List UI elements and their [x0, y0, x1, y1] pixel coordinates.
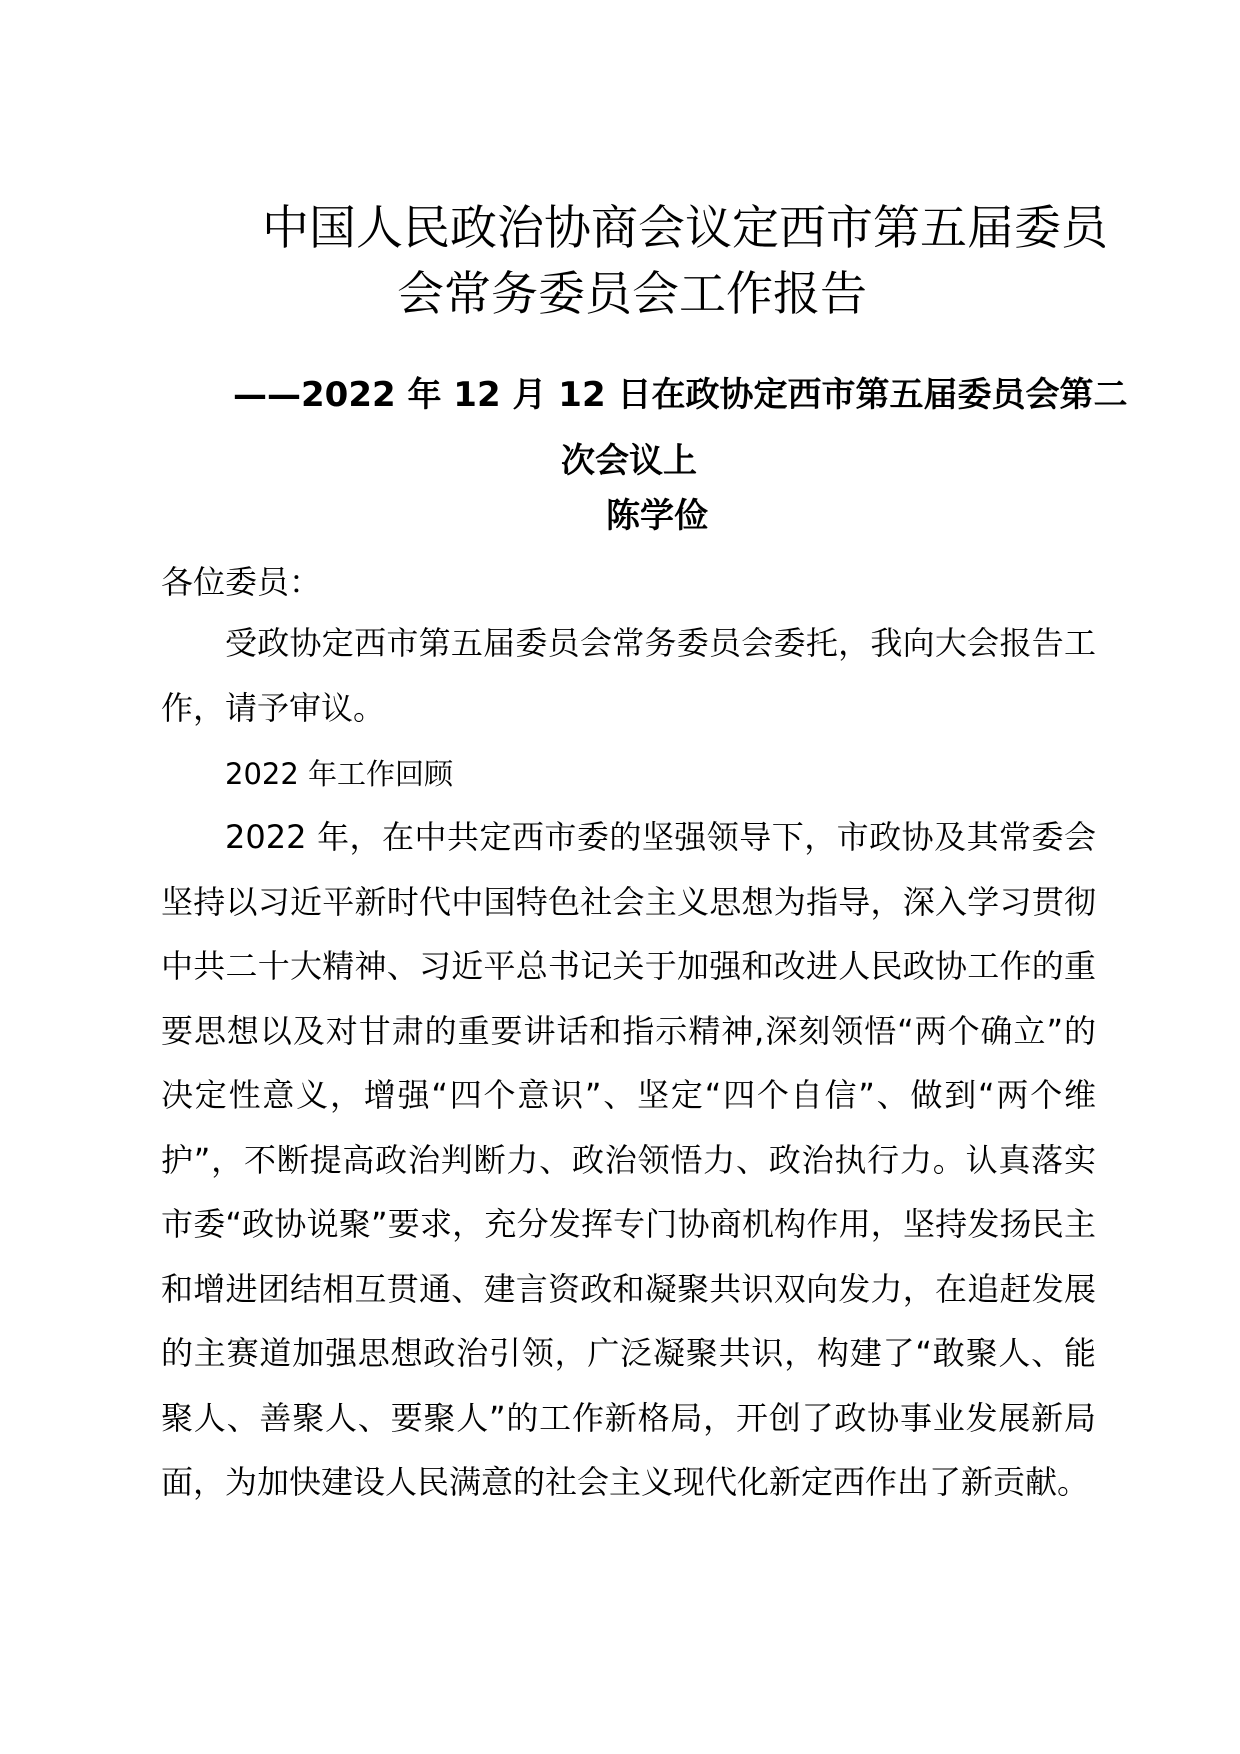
- section-heading: 2022 年工作回顾: [225, 757, 454, 791]
- document-subtitle-line2: 次会议上: [561, 441, 697, 481]
- document-title-line2: 会常务委员会工作报告: [397, 267, 867, 322]
- author-name: 陈学俭: [606, 496, 708, 536]
- paragraph-review: 2022 年，在中共定西市委的坚强领导下，市政协及其常委会坚持以习近平新时代中国特色社会主义思想为指导，深入学习贯彻中共二十大精神、习近平总书记关于加强和改进人民政协工作的重要思想以及对甘肃的重要讲话和指示精神,深刻领悟“两个确立”的决定性意义，增强“四个意识”、坚定“四个自信”、做到“两个维护”，不断提高政治判断力、政治领悟力、政治执行力。认真落实市委“政协说聚”要求，充分发挥专门协商机构作用，坚持发扬民主和增进团结相互贯通、建言资政和凝聚共识双向发力，在追赶发展的主赛道加强思想政治引领，广泛凝聚共识，构建了“敢聚人、能聚人、善聚人、要聚人”的工作新格局，开创了政协事业发展新局面，为加快建设人民满意的社会主义现代化新定西作出了新贡献。: [161, 818, 1096, 1501]
- paragraph-intro: 受政协定西市第五届委员会常务委员会委托，我向大会报告工作，请予审议。: [161, 624, 1096, 727]
- salutation: 各位委员：: [161, 563, 322, 601]
- document-subtitle: [0, 362, 1240, 494]
- document-title-line1: 中国人民政治协商会议定西市第五届委员: [262, 201, 1108, 256]
- document-subtitle-line1: ——2022 年 12 月 12 日在政协定西市第五届委员会第二: [233, 375, 1128, 415]
- document-title: [0, 196, 1240, 328]
